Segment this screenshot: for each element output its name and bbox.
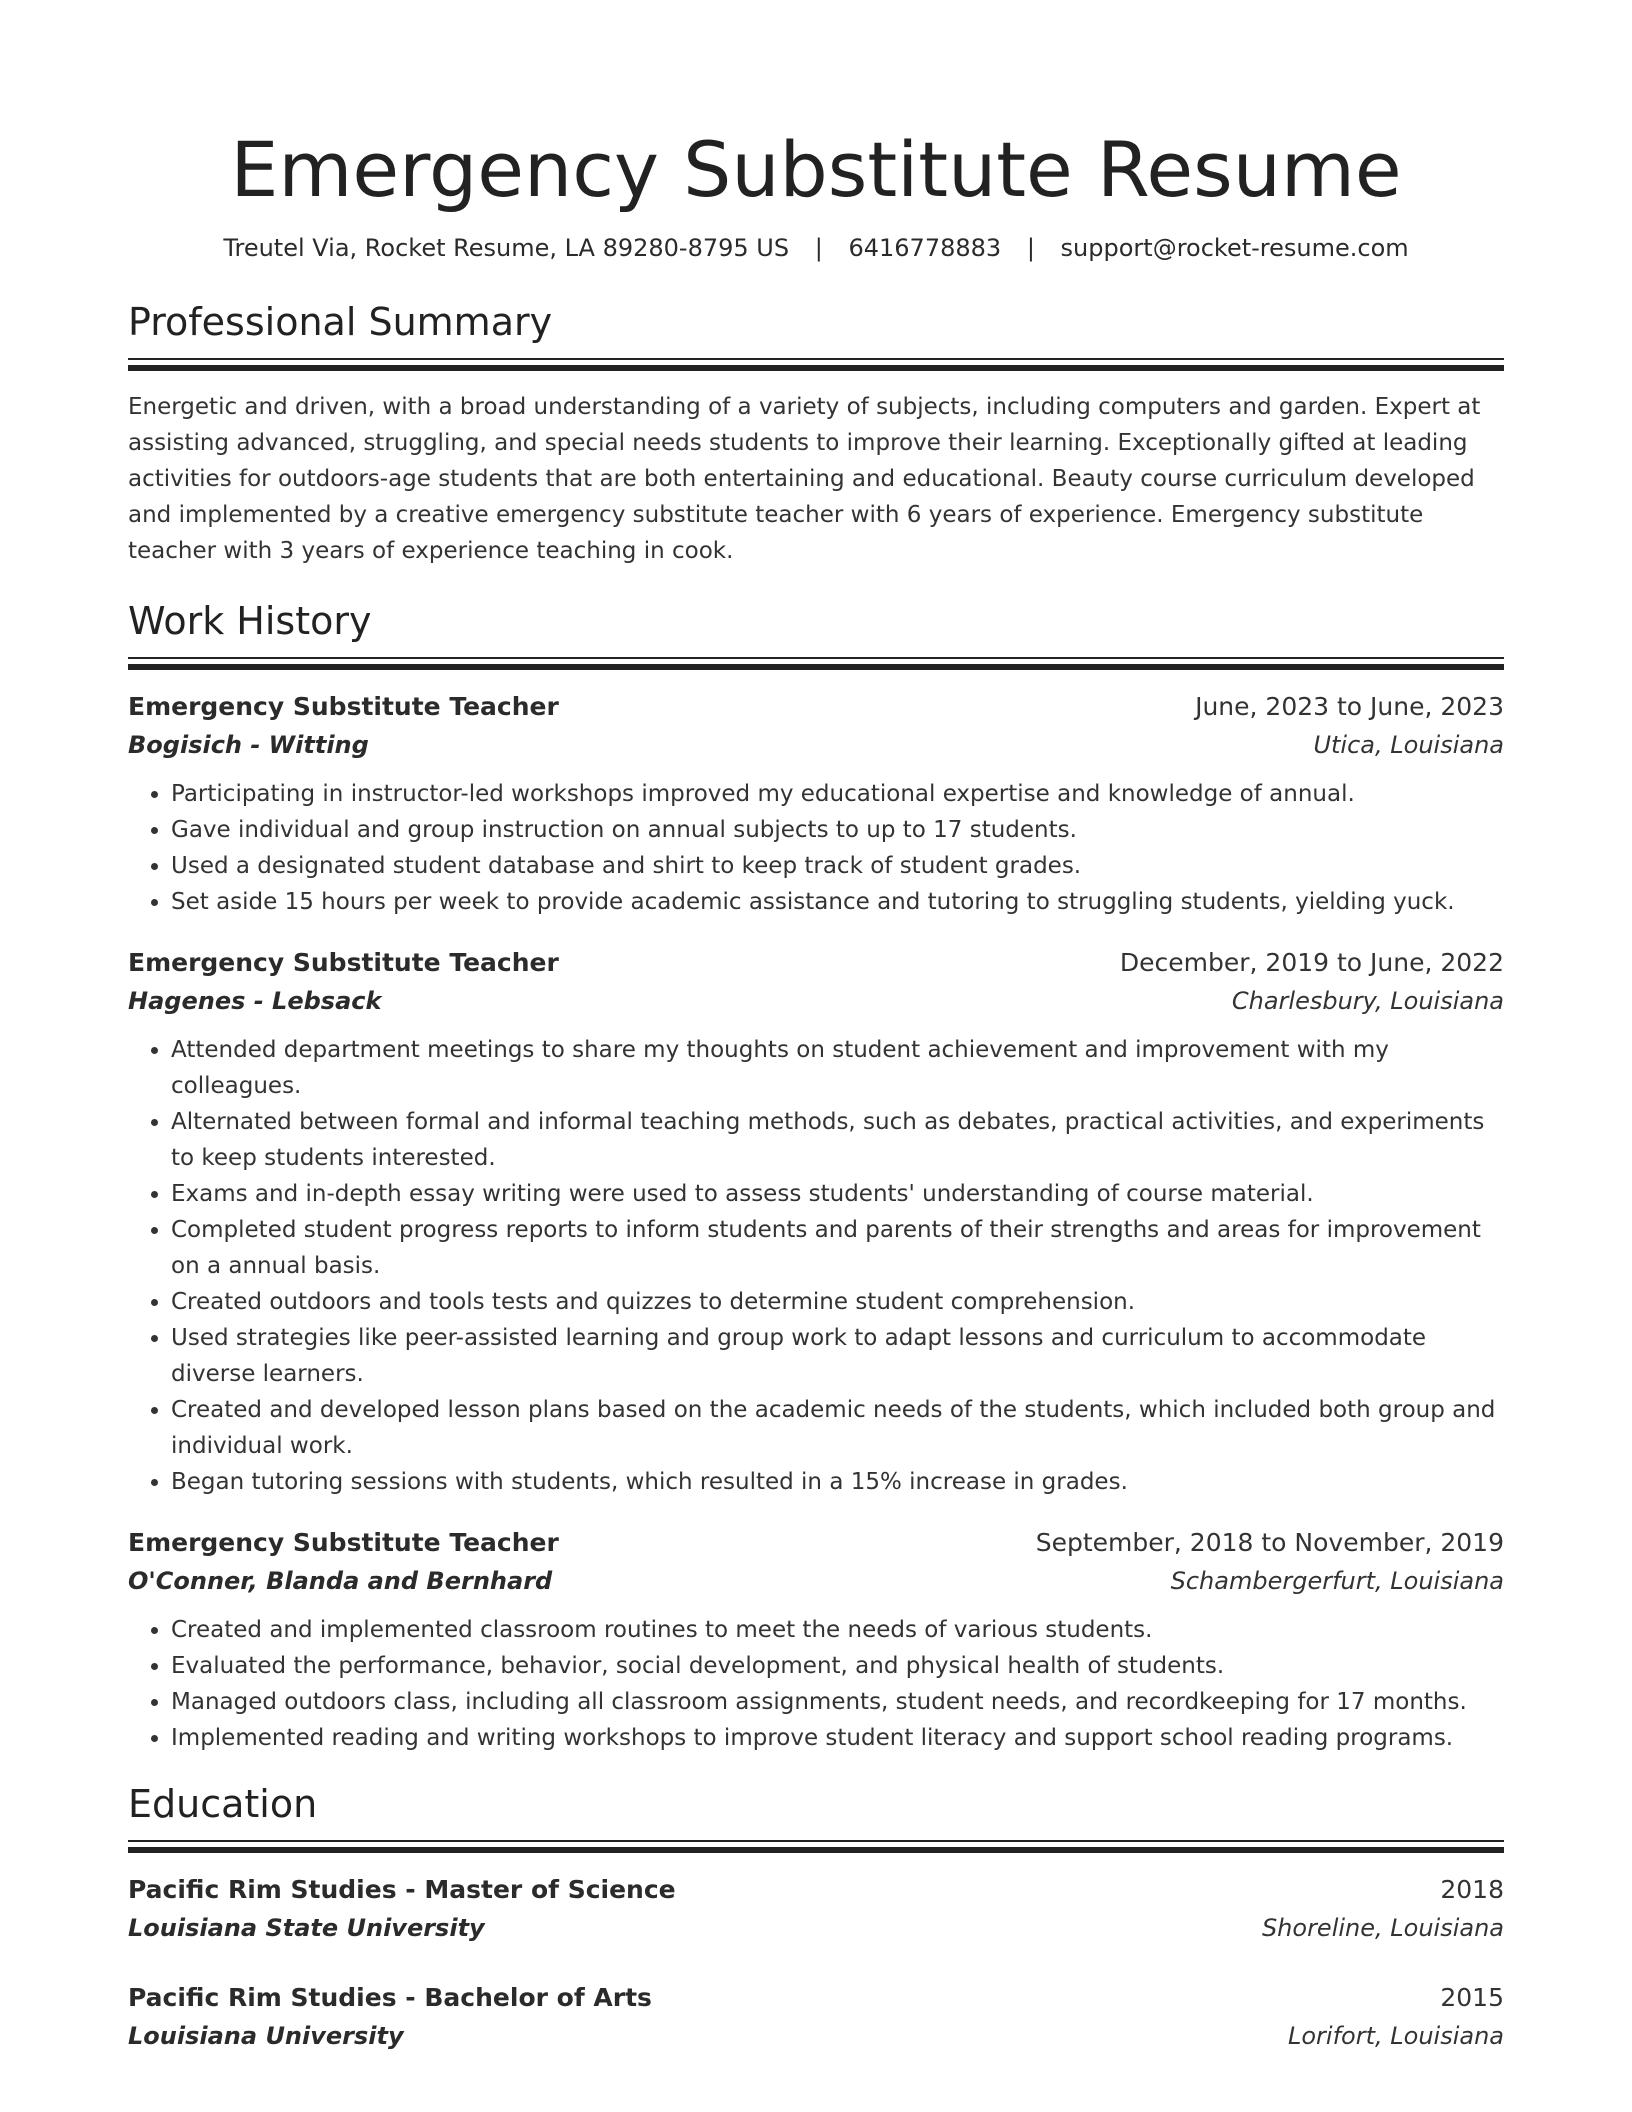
contact-line <box>128 232 1504 264</box>
list-item: • Alternated between formal and informal teaching methods, such as debates, practical activities, and experiments to keep students interested. <box>171 1104 1504 1176</box>
work-heading: Work History <box>128 599 372 643</box>
job-title: Emergency Substitute Teacher <box>128 692 559 721</box>
list-item: • Created and implemented classroom routines to meet the needs of various students. <box>171 1612 1504 1648</box>
job-location: Utica, Louisiana <box>1313 731 1504 759</box>
job-location: Schambergerfurt, Louisiana <box>1170 1567 1504 1595</box>
resume-title: Emergency Substitute Resume <box>230 125 1402 214</box>
education-degree: Pacific Rim Studies - Bachelor of Arts <box>128 1983 652 2012</box>
list-item: • Gave individual and group instruction on annual subjects to up to 17 students. <box>171 812 1504 848</box>
list-item: • Began tutoring sessions with students, which resulted in a 15% increase in grades. <box>171 1464 1504 1500</box>
job-dates: December, 2019 to June, 2022 <box>1119 948 1504 977</box>
job-employer: Bogisich - Witting <box>128 731 369 759</box>
list-item: • Implemented reading and writing workshops to improve student literacy and support school reading programs. <box>171 1720 1504 1756</box>
contact-phone: 6416778883 <box>848 234 1002 262</box>
job-bullets <box>128 776 1504 920</box>
education-entry <box>128 1979 1504 2055</box>
contact-separator: | <box>1026 234 1035 262</box>
job-dates: September, 2018 to November, 2019 <box>1035 1528 1504 1557</box>
list-item: • Set aside 15 hours per week to provide academic assistance and tutoring to struggling students, yielding yuck. <box>171 884 1504 920</box>
list-item: • Created and developed lesson plans based on the academic needs of the students, which included both group and individual work. <box>171 1392 1504 1464</box>
list-item: • Exams and in-depth essay writing were used to assess students' understanding of course material. <box>171 1176 1504 1212</box>
education-location: Shoreline, Louisiana <box>1261 1914 1504 1942</box>
list-item: • Used strategies like peer-assisted learning and group work to adapt lessons and curriculum to accommodate diverse learners. <box>171 1320 1504 1392</box>
section-divider <box>128 1840 1504 1853</box>
education-heading: Education <box>128 1782 318 1826</box>
contact-address: Treutel Via, Rocket Resume, LA 89280-8795 US <box>223 234 790 262</box>
job-dates: June, 2023 to June, 2023 <box>1195 692 1504 721</box>
section-divider <box>128 358 1504 371</box>
job-employer: Hagenes - Lebsack <box>128 987 382 1015</box>
contact-separator: | <box>814 234 823 262</box>
summary-text: Energetic and driven, with a broad understanding of a variety of subjects, including computers and garden. Expert at assisting advanced, struggling, and special needs students to improve their learning. Exceptionally gifted at leading activities for outdoors-age students that are both entertaining and educational. Beauty course curriculum developed and implemented by a creative emergency substitute teacher with 6 years of experience. Emergency substitute teacher with 3 years of experience teaching in cook. <box>128 394 1481 564</box>
summary-heading: Professional Summary <box>128 300 553 344</box>
job-bullets <box>128 1612 1504 1756</box>
contact-email[interactable]: support@rocket-resume.com <box>1060 234 1409 262</box>
resume-page <box>128 0 1504 2055</box>
summary-section <box>128 298 1504 569</box>
education-section <box>128 1780 1504 2055</box>
education-year: 2015 <box>1440 1983 1504 2012</box>
job-entry <box>128 944 1504 1500</box>
list-item: • Attended department meetings to share my thoughts on student achievement and improvement with my colleagues. <box>171 1032 1504 1104</box>
section-divider <box>128 657 1504 670</box>
work-section <box>128 597 1504 1756</box>
job-entry <box>128 688 1504 920</box>
job-title: Emergency Substitute Teacher <box>128 948 559 977</box>
education-school: Louisiana University <box>128 2022 404 2050</box>
job-bullets <box>128 1032 1504 1500</box>
job-entry <box>128 1524 1504 1756</box>
job-title: Emergency Substitute Teacher <box>128 1528 559 1557</box>
list-item: • Used a designated student database and shirt to keep track of student grades. <box>171 848 1504 884</box>
education-entry <box>128 1871 1504 1947</box>
education-school: Louisiana State University <box>128 1914 485 1942</box>
list-item: • Completed student progress reports to inform students and parents of their strengths and areas for improvement on a annual basis. <box>171 1212 1504 1284</box>
education-year: 2018 <box>1440 1875 1504 1904</box>
job-location: Charlesbury, Louisiana <box>1231 987 1504 1015</box>
list-item: • Managed outdoors class, including all classroom assignments, student needs, and recordkeeping for 17 months. <box>171 1684 1504 1720</box>
job-employer: O'Conner, Blanda and Bernhard <box>128 1567 553 1595</box>
education-location: Lorifort, Louisiana <box>1288 2022 1504 2050</box>
list-item: • Evaluated the performance, behavior, social development, and physical health of students. <box>171 1648 1504 1684</box>
education-degree: Pacific Rim Studies - Master of Science <box>128 1875 676 1904</box>
list-item: • Participating in instructor-led workshops improved my educational expertise and knowledge of annual. <box>171 776 1504 812</box>
list-item: • Created outdoors and tools tests and quizzes to determine student comprehension. <box>171 1284 1504 1320</box>
